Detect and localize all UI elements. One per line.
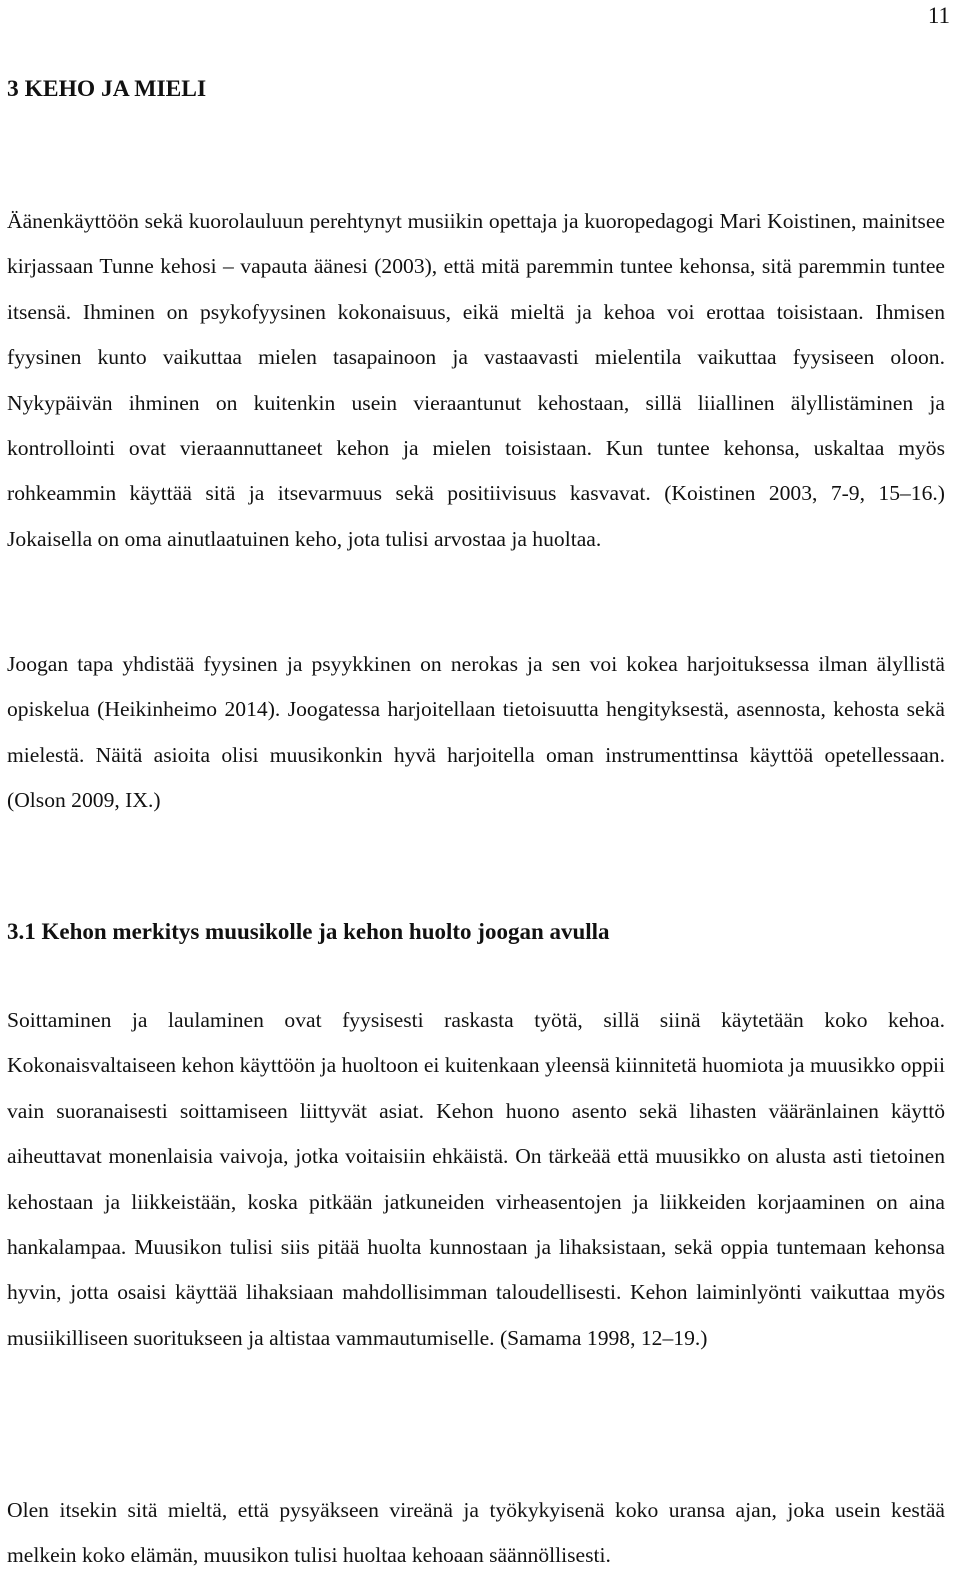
- section-heading: 3.1 Kehon merkitys muusikolle ja kehon huolto joogan avulla: [7, 919, 610, 944]
- chapter-heading: 3 KEHO JA MIELI: [7, 76, 207, 102]
- paragraph-body: Olen itsekin sitä mieltä, että pysyäkseen vireänä ja työkykyisenä koko uransa ajan, joka usein kestää melkein koko elämän, muusikon tulisi huoltaa kehoaan säännöllisesti.: [7, 1498, 945, 1568]
- paragraph-body: Äänenkäyttöön sekä kuorolauluun perehtynyt musiikin opettaja ja kuoropedagogi Mari Koistinen, mainitsee kirjassaan Tunne kehosi – vapauta äänesi (2003), että mitä paremmin tuntee kehonsa, sitä paremmin tuntee itsensä. Ihminen on psykofyysinen kokonaisuus, eikä mieltä ja kehoa voi erottaa toisistaan. Ihmisen fyysinen kunto vaikuttaa mielen tasapainoon ja vastaavasti mielentila vaikuttaa fyysiseen oloon. Nykypäivän ihminen on kuitenkin usein vieraantunut kehostaan, sillä liiallinen älyllistäminen ja kontrollointi ovat vieraannuttaneet kehon ja mielen toisistaan. Kun tuntee kehonsa, uskaltaa myös rohkeammin käyttää sitä ja itsevarmuus sekä positiivisuus kasvavat. (Koistinen 2003, 7-9, 15–16.) Jokaisella on oma ainutlaatuinen keho, jota tulisi arvostaa ja huoltaa.: [7, 209, 945, 551]
- page-number: 11: [927, 3, 950, 28]
- paragraph-body: Soittaminen ja laulaminen ovat fyysisesti raskasta työtä, sillä siinä käytetään koko kehoa. Kokonaisvaltaiseen kehon käyttöön ja huoltoon ei kuitenkaan yleensä kiinnitetä huomiota ja muusikko oppii vain suoranaisesti soittamiseen liittyvät asiat. Kehon huono asento sekä lihasten vääränlainen käyttö aiheuttavat monenlaisia vaivoja, jotka voitaisiin ehkäistä. On tärkeää että muusikko on alusta asti tietoinen kehostaan ja liikkeistään, koska pitkään jatkuneiden virheasentojen ja liikkeiden korjaaminen on aina hankalampaa. Muusikon tulisi siis pitää huolta kunnostaan ja lihaksistaan, sekä oppia tuntemaan kehonsa hyvin, jotta osaisi käyttää lihaksiaan mahdollisimman taloudellisesti. Kehon laiminlyönti vaikuttaa myös musiikilliseen suoritukseen ja altistaa vammautumiselle. (Samama 1998, 12–19.): [7, 1008, 945, 1350]
- paragraph-body: Joogan tapa yhdistää fyysinen ja psyykkinen on nerokas ja sen voi kokea harjoituksessa ilman älyllistä opiskelua (Heikinheimo 2014). Joogatessa harjoitellaan tietoisuutta hengityksestä, asennosta, kehosta sekä mielestä. Näitä asioita olisi muusikonkin hyvä harjoitella oman instrumenttinsa käyttöä opetellessaan. (Olson 2009, IX.): [7, 652, 945, 813]
